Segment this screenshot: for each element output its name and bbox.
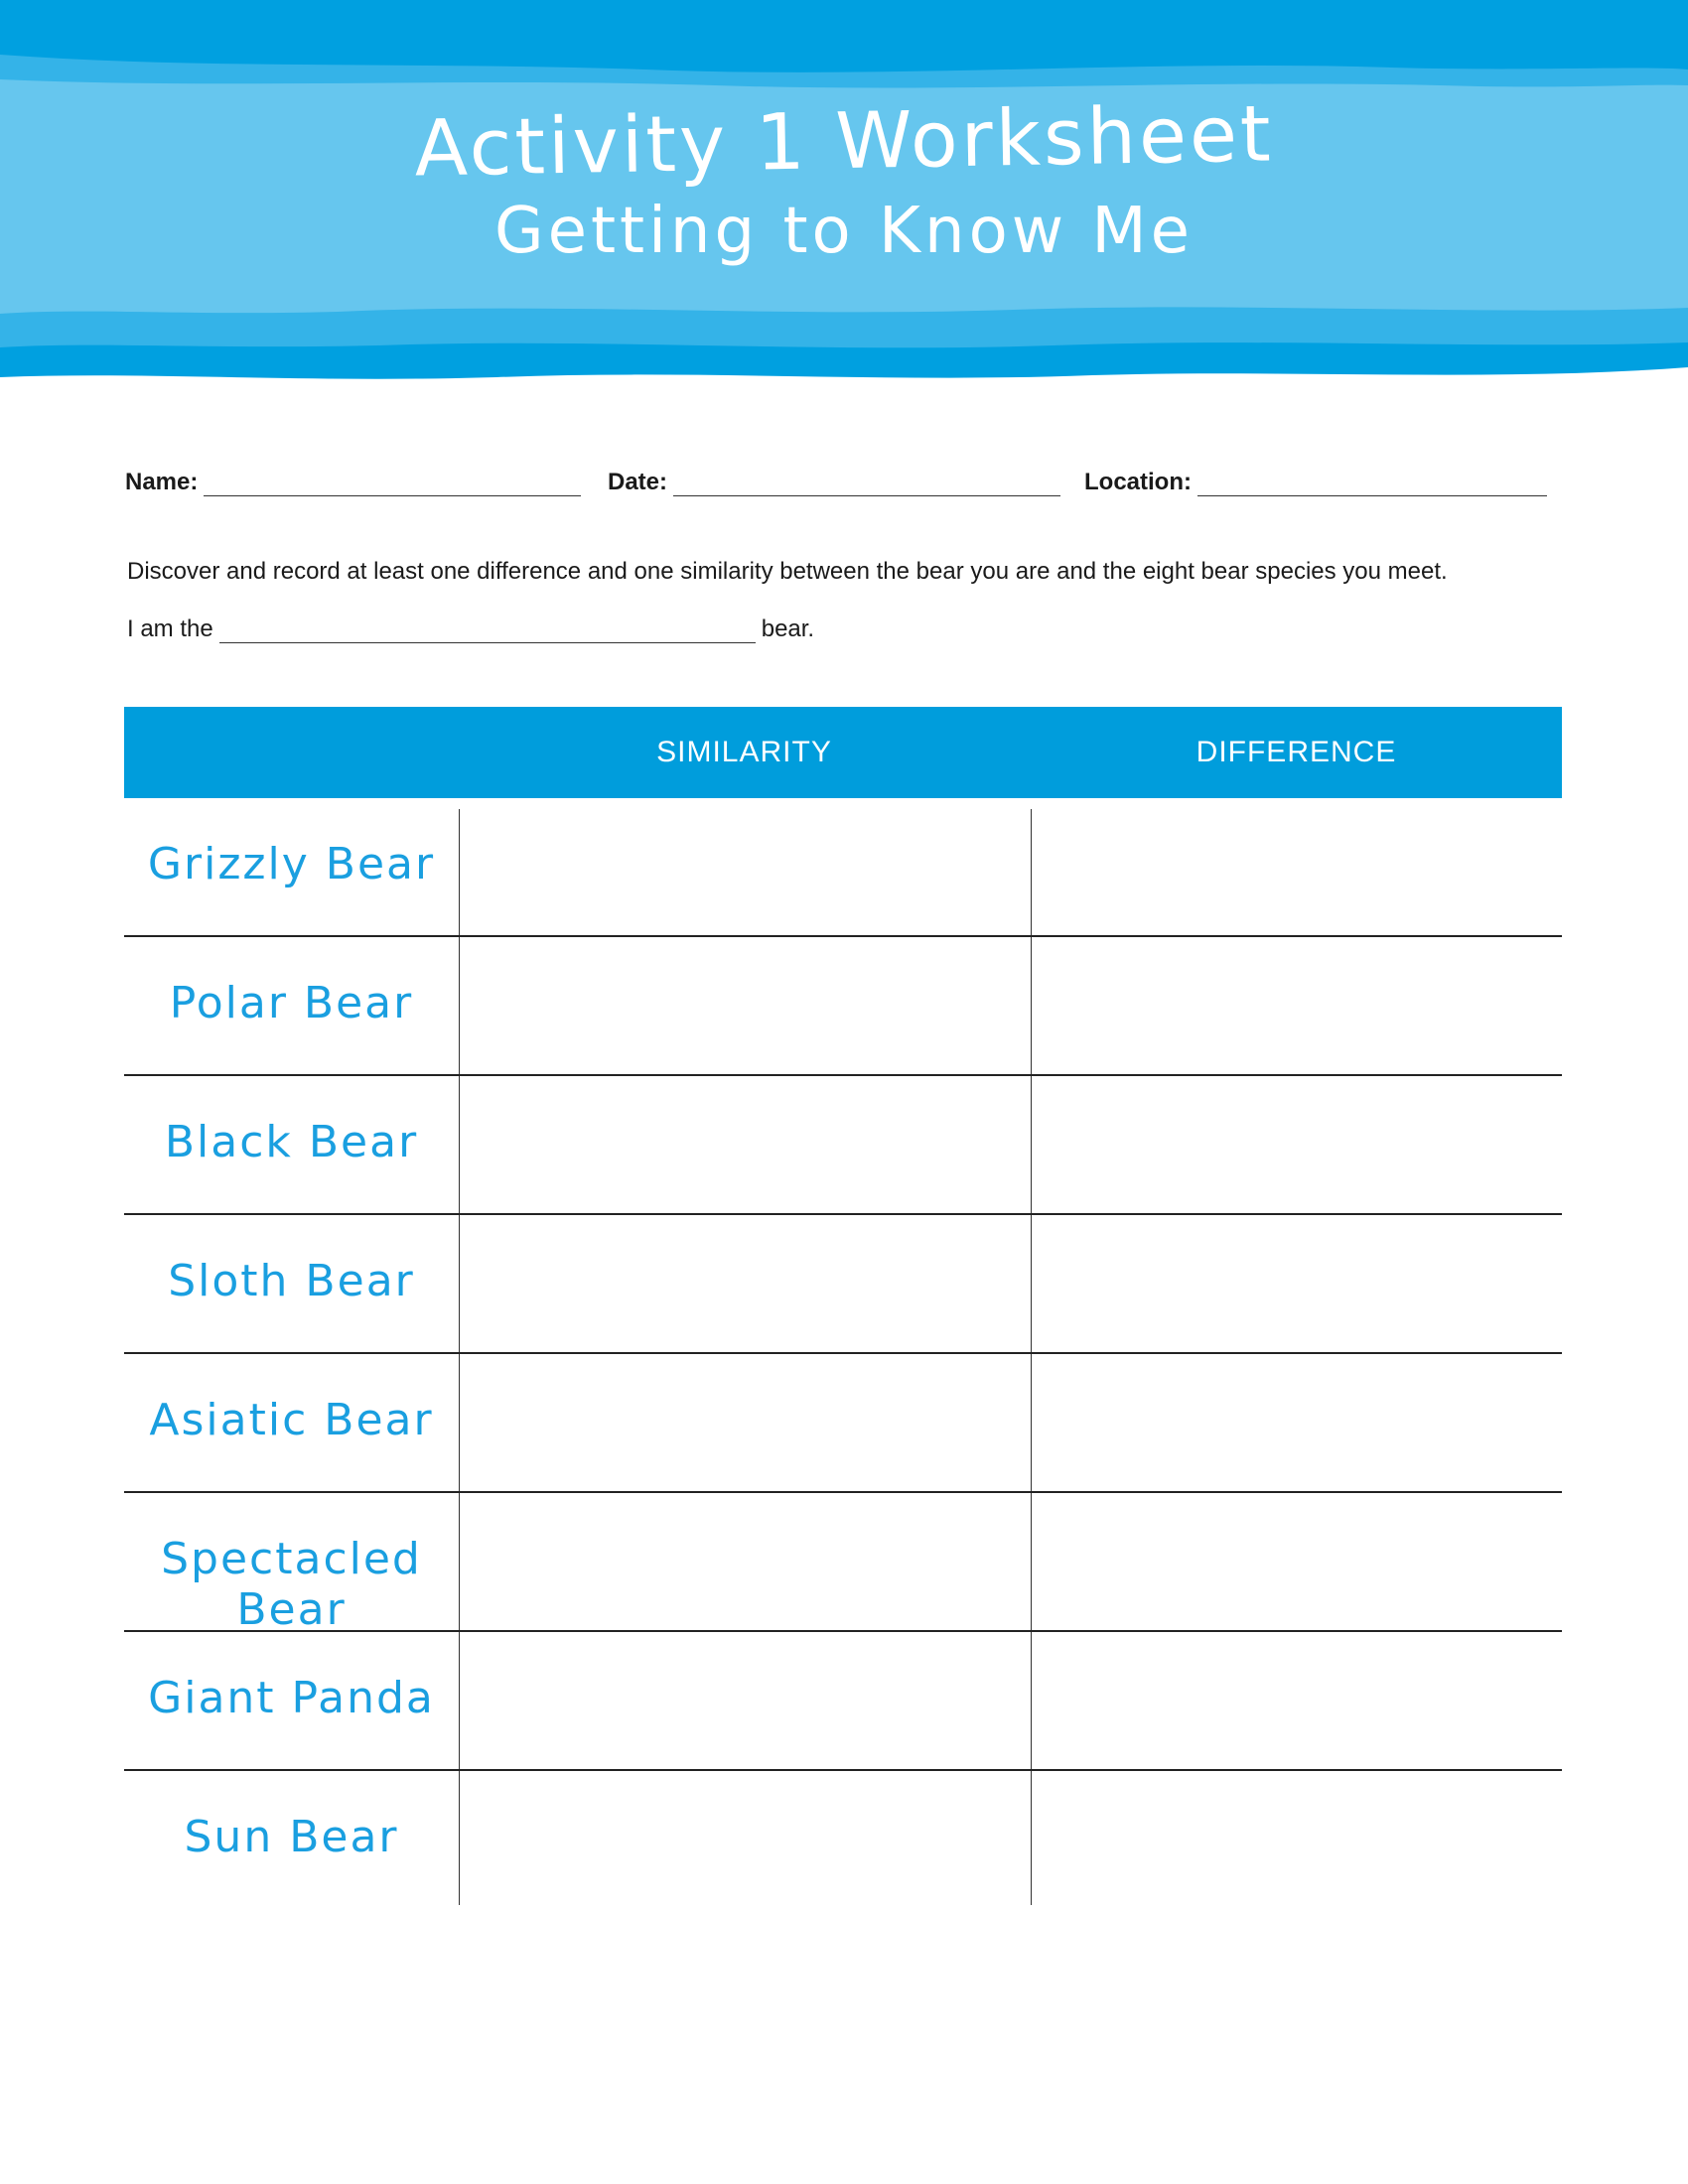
location-field[interactable]	[1084, 469, 1547, 496]
difference-cell[interactable]	[1034, 1352, 1562, 1491]
comparison-table	[124, 809, 1562, 1905]
similarity-cell[interactable]	[462, 1213, 1028, 1352]
iam-suffix: bear.	[761, 615, 815, 642]
bear-name-spectacled: Spectacled Bear	[161, 1534, 422, 1635]
bear-name-black: Black Bear	[164, 1117, 419, 1167]
date-field[interactable]	[608, 469, 1060, 496]
bear-name-sloth: Sloth Bear	[168, 1256, 415, 1306]
location-label: Location:	[1084, 469, 1192, 495]
table-row	[124, 935, 1562, 1074]
similarity-cell[interactable]	[462, 1352, 1028, 1491]
similarity-cell[interactable]	[462, 1074, 1028, 1213]
difference-cell[interactable]	[1034, 1630, 1562, 1769]
name-label: Name:	[125, 469, 199, 495]
difference-cell[interactable]	[1034, 935, 1562, 1074]
difference-cell[interactable]	[1034, 1213, 1562, 1352]
iam-blank[interactable]	[219, 620, 756, 643]
difference-cell[interactable]	[1034, 1769, 1562, 1908]
similarity-cell[interactable]	[462, 1491, 1028, 1630]
table-row	[124, 1352, 1562, 1491]
bear-name-asiatic: Asiatic Bear	[149, 1395, 434, 1445]
instructions-text: Discover and record at least one difference and one similarity between the bear you are and the eight bear species you meet.	[127, 558, 1448, 585]
similarity-cell[interactable]	[462, 1769, 1028, 1908]
table-row	[124, 1630, 1562, 1769]
table-header	[124, 707, 1562, 798]
table-row	[124, 1213, 1562, 1352]
date-blank[interactable]	[673, 474, 1060, 496]
similarity-cell[interactable]	[462, 1630, 1028, 1769]
table-row	[124, 809, 1562, 948]
difference-cell[interactable]	[1034, 809, 1562, 948]
iam-line[interactable]	[127, 615, 814, 643]
iam-prefix: I am the	[127, 615, 213, 642]
bear-name-grizzly: Grizzly Bear	[147, 839, 436, 889]
table-row	[124, 1074, 1562, 1213]
column-header-similarity: SIMILARITY	[656, 736, 832, 768]
location-blank[interactable]	[1197, 474, 1547, 496]
name-blank[interactable]	[204, 474, 581, 496]
difference-cell[interactable]	[1034, 1074, 1562, 1213]
date-label: Date:	[608, 469, 668, 495]
bear-name-giant-panda: Giant Panda	[148, 1673, 435, 1723]
info-line	[125, 469, 1555, 498]
difference-cell[interactable]	[1034, 1491, 1562, 1630]
page-subtitle: Getting to Know Me	[493, 195, 1195, 268]
similarity-cell[interactable]	[462, 935, 1028, 1074]
similarity-cell[interactable]	[462, 809, 1028, 948]
table-row	[124, 1769, 1562, 1908]
bear-name-polar: Polar Bear	[169, 978, 414, 1028]
page-title: Activity 1 Worksheet	[413, 89, 1275, 195]
header-banner	[0, 0, 1688, 387]
table-row	[124, 1491, 1562, 1635]
name-field[interactable]	[125, 469, 581, 496]
bear-name-sun: Sun Bear	[184, 1812, 399, 1862]
column-header-difference: DIFFERENCE	[1196, 736, 1397, 768]
